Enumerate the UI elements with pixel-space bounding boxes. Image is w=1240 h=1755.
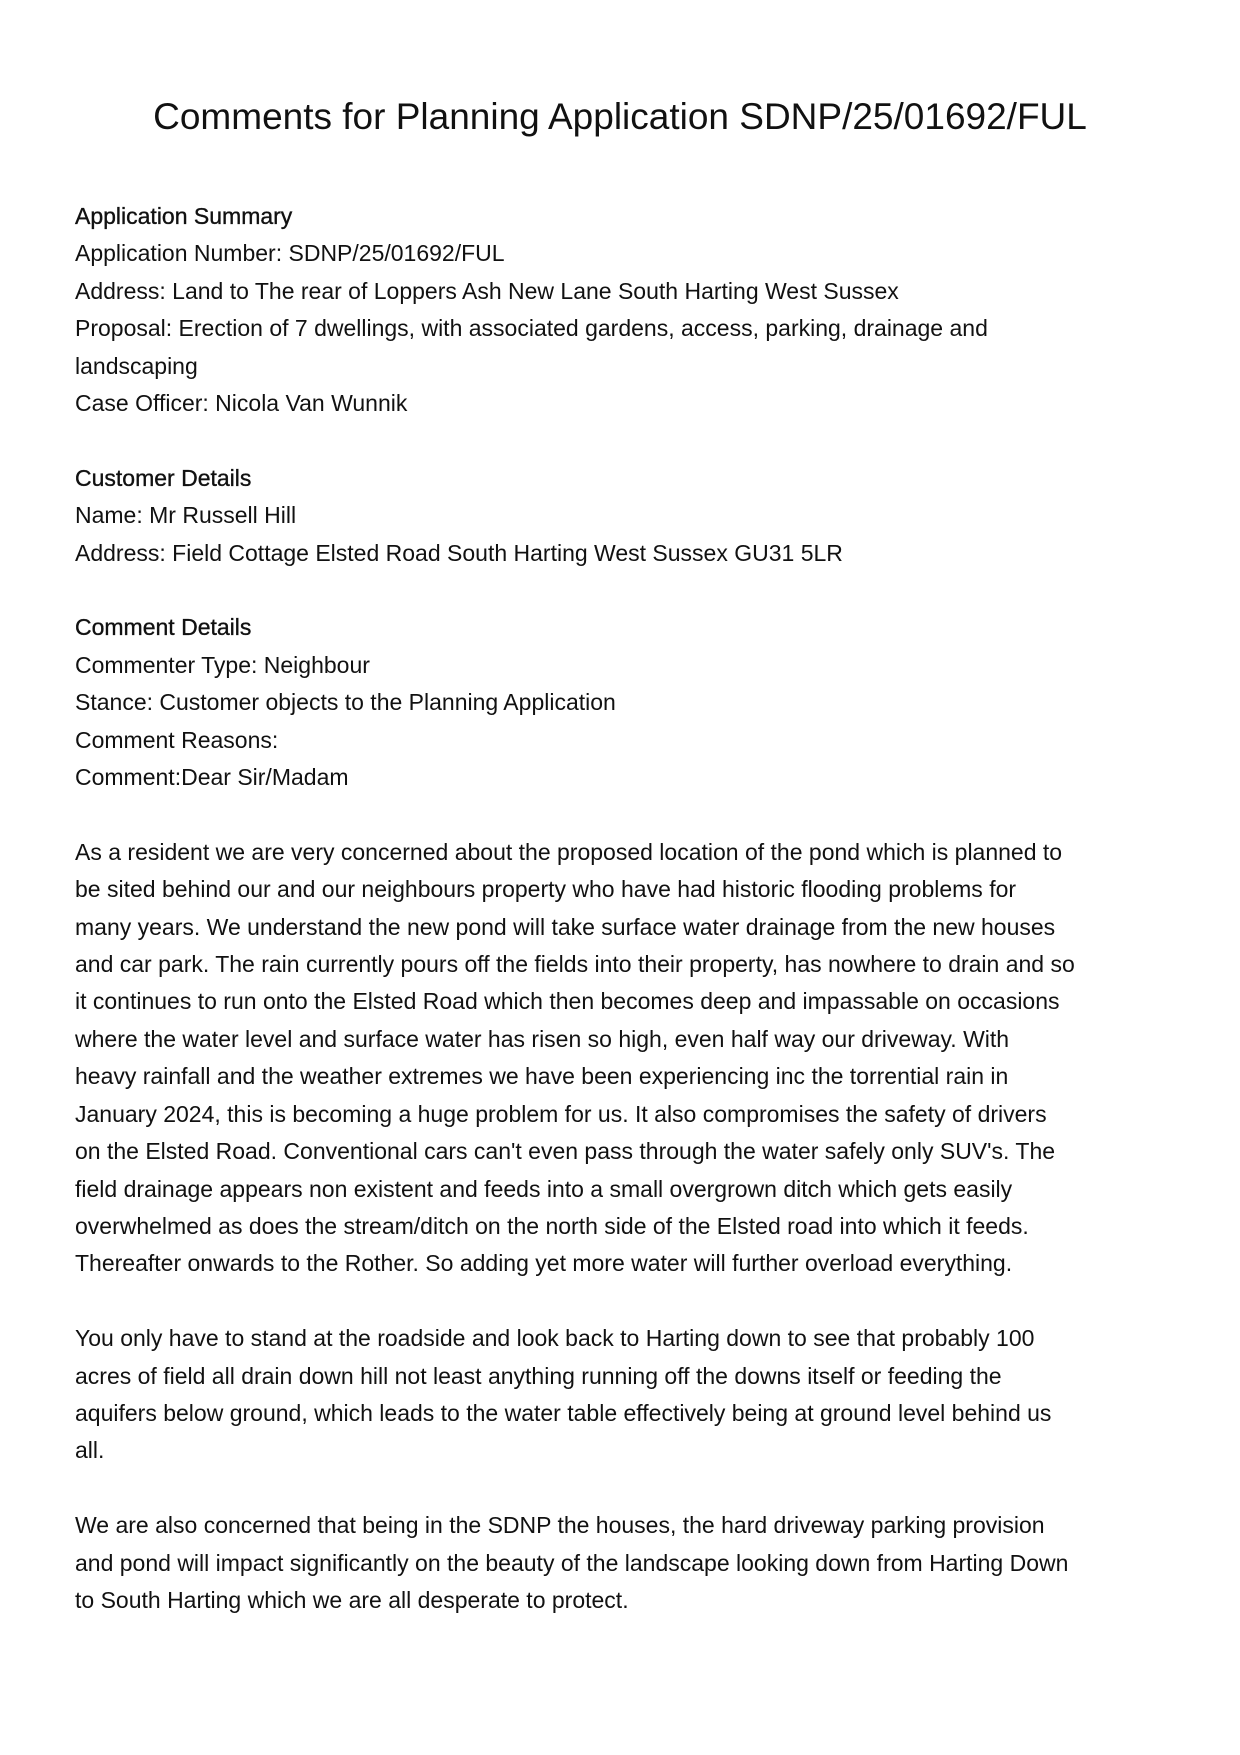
comment-details-section (75, 609, 1180, 796)
comment-reasons: Comment Reasons: (75, 726, 279, 753)
proposal-line-1: Proposal: Erection of 7 dwellings, with associated gardens, access, parking, drainage and (75, 315, 988, 342)
paragraph-line: and car park. The rain currently pours off the fields into their property, has nowhere to drain and so (75, 951, 1075, 978)
paragraph-line: As a resident we are very concerned about the proposed location of the pond which is planned to (75, 838, 1063, 865)
customer-details-heading: Customer Details (75, 464, 252, 491)
customer-details-section (75, 460, 1180, 572)
paragraph-line: We are also concerned that being in the SDNP the houses, the hard driveway parking provision (75, 1512, 1045, 1539)
paragraph-line: and pond will impact significantly on the beauty of the landscape looking down from Harting Down (75, 1549, 1069, 1576)
customer-address: Address: Field Cottage Elsted Road South Harting West Sussex GU31 5LR (75, 539, 843, 566)
comment-paragraph-1 (75, 834, 1180, 1283)
comment-paragraph-2 (75, 1320, 1180, 1470)
paragraph-line: on the Elsted Road. Conventional cars can't even pass through the water safely only SUV's. The (75, 1138, 1056, 1165)
document-content (75, 198, 1180, 1657)
paragraph-line: heavy rainfall and the weather extremes we have been experiencing inc the torrential rain in (75, 1063, 1009, 1090)
application-summary-heading: Application Summary (75, 203, 293, 229)
paragraph-line: be sited behind our and our neighbours property who have had historic flooding problems for (75, 876, 1017, 903)
comment-opening: Comment:Dear Sir/Madam (75, 764, 349, 791)
paragraph-line: to South Harting which we are all desperate to protect. (75, 1586, 629, 1613)
application-number: Application Number: SDNP/25/01692/FUL (75, 240, 505, 267)
customer-name: Name: Mr Russell Hill (75, 502, 297, 529)
paragraph-line: overwhelmed as does the stream/ditch on the north side of the Elsted road into which it feeds. (75, 1212, 1029, 1239)
paragraph-line: field drainage appears non existent and feeds into a small overgrown ditch which gets easily (75, 1175, 1013, 1202)
paragraph-line: Thereafter onwards to the Rother. So adding yet more water will further overload everything. (75, 1250, 1013, 1277)
paragraph-line: January 2024, this is becoming a huge problem for us. It also compromises the safety of drivers (75, 1100, 1047, 1127)
application-summary-section (75, 198, 1180, 422)
paragraph-line: many years. We understand the new pond will take surface water drainage from the new houses (75, 913, 1056, 940)
page-title: Comments for Planning Application SDNP/25/01692/FUL (153, 96, 1087, 137)
commenter-type: Commenter Type: Neighbour (75, 651, 370, 678)
paragraph-line: where the water level and surface water has risen so high, even half way our driveway. With (75, 1025, 1010, 1052)
paragraph-line: You only have to stand at the roadside and look back to Harting down to see that probably 100 (75, 1325, 1035, 1352)
paragraph-line: it continues to run onto the Elsted Road which then becomes deep and impassable on occasions (75, 988, 1060, 1015)
proposal-line-2: landscaping (75, 352, 198, 379)
paragraph-line: acres of field all drain down hill not least anything running off the downs itself or feeding the (75, 1362, 1002, 1389)
paragraph-line: aquifers below ground, which leads to the water table effectively being at ground level behind us (75, 1399, 1052, 1426)
case-officer: Case Officer: Nicola Van Wunnik (75, 390, 408, 417)
paragraph-line: all. (75, 1437, 105, 1464)
comment-details-heading: Comment Details (75, 614, 252, 641)
stance: Stance: Customer objects to the Planning Application (75, 689, 616, 716)
application-address: Address: Land to The rear of Loppers Ash New Lane South Harting West Sussex (75, 277, 899, 304)
comment-paragraph-3 (75, 1507, 1180, 1619)
